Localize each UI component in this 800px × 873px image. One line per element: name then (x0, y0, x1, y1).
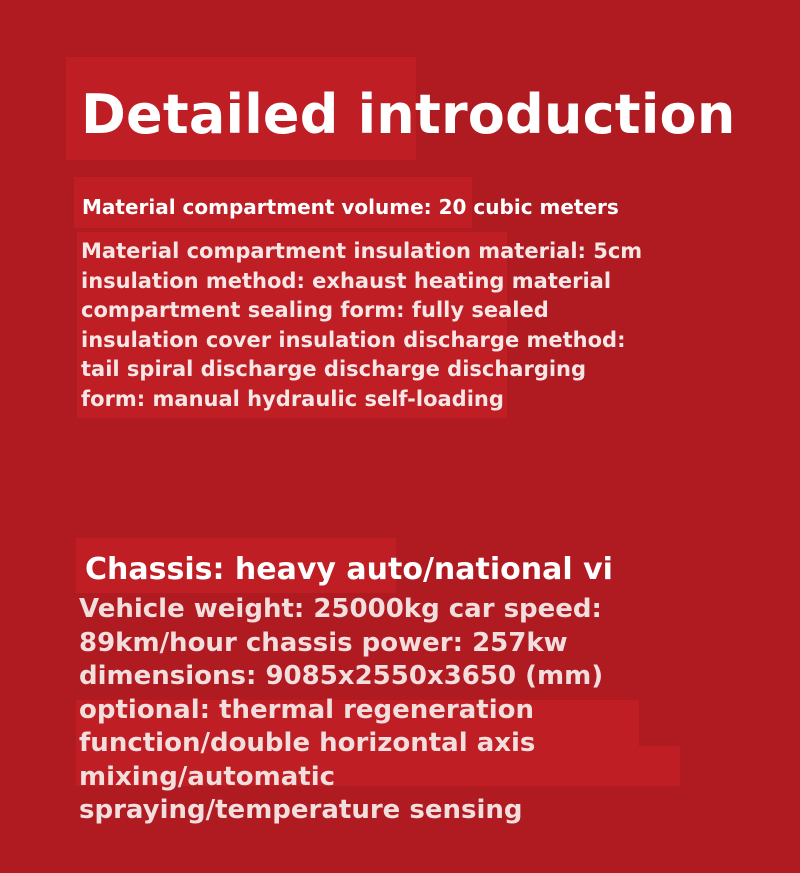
compartment-spec-line: insulation method: exhaust heating material (81, 268, 612, 293)
compartment-spec-line: Material compartment insulation material: 5cm (81, 239, 643, 263)
chassis-spec-line: mixing/automatic (79, 761, 336, 792)
compartment-spec-paragraph (81, 237, 642, 414)
chassis-spec-line: spraying/temperature sensing (79, 795, 523, 825)
compartment-volume-text: Material compartment volume: 20 cubic meters (82, 195, 619, 219)
chassis-heading: Chassis: heavy auto/national vi (85, 552, 613, 587)
chassis-spec-line: optional: thermal regeneration (79, 694, 535, 725)
compartment-spec-line: form: manual hydraulic self-loading (81, 386, 504, 411)
chassis-spec-line: 89km/hour chassis power: 257kw (79, 627, 568, 658)
compartment-spec-line: compartment sealing form: fully sealed (81, 298, 549, 322)
compartment-spec-line: tail spiral discharge discharge discharging (81, 357, 587, 381)
compartment-spec-line: insulation cover insulation discharge method: (81, 327, 626, 352)
chassis-spec-line: function/double horizontal axis (79, 728, 536, 758)
chassis-spec-line: dimensions: 9085x2550x3650 (mm) (79, 661, 604, 691)
chassis-spec-line: Vehicle weight: 25000kg car speed: (79, 594, 602, 624)
page-title: Detailed introduction (81, 83, 736, 146)
chassis-spec-paragraph (79, 593, 603, 828)
